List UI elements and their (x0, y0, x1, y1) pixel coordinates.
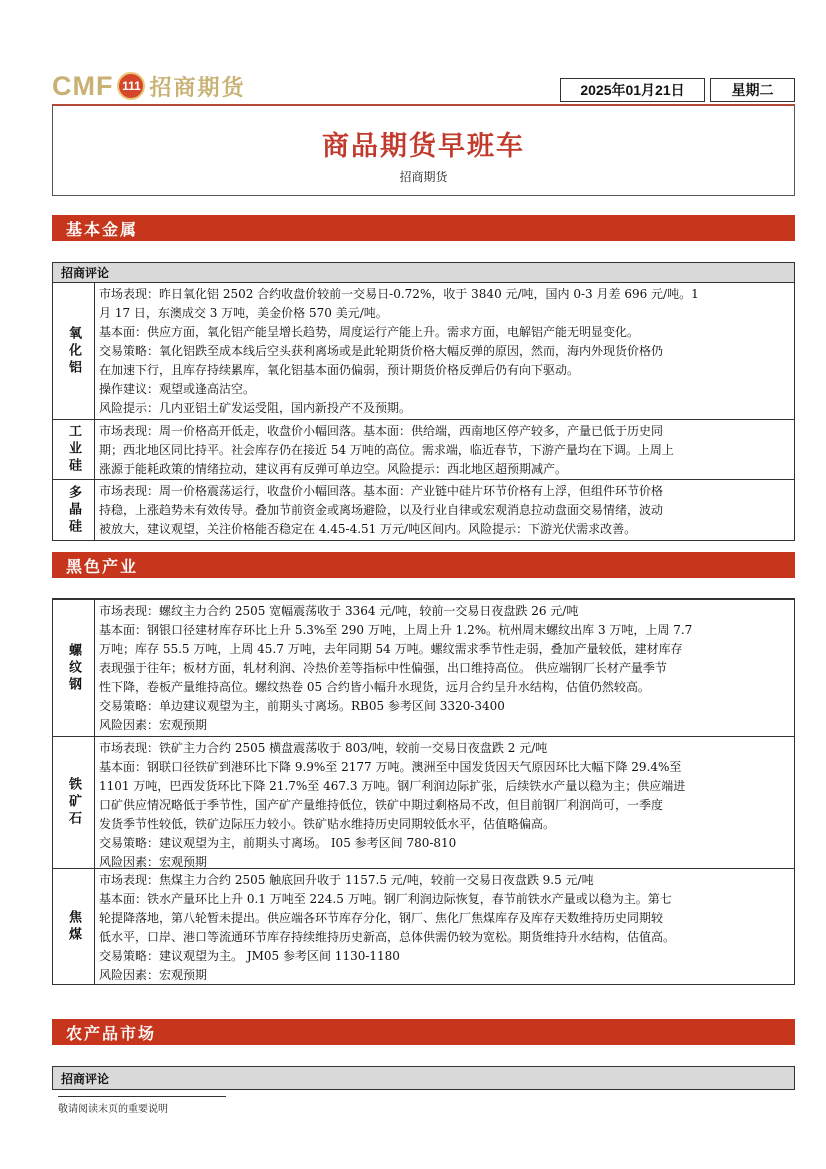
row-category: 螺纹钢 (53, 600, 95, 736)
content-line: 交易策略：建议观望为主，前期头寸离场。 I05 参考区间 780-810 (99, 836, 457, 850)
footer-divider (58, 1096, 226, 1097)
content-line: 基本面：钢银口径建材库存环比上升 5.3%至 290 万吨，上周上升 1.2%。杭州周末螺纹出库 3 万吨，上周 7.7 (99, 623, 693, 637)
row-content (95, 420, 794, 479)
content-line: 表现强于往年；板材方面，轧材利润、冷热价差等指标中性偏强，出口维持高位。 供应端钢厂长材产量季节 (99, 661, 667, 675)
agri-table (52, 1066, 795, 1090)
table-row (53, 600, 794, 737)
content-line: 交易策略：建议观望为主。 JM05 参考区间 1130-1180 (99, 949, 400, 963)
content-line: 基本面：铁水产量环比上升 0.1 万吨至 224.5 万吨。钢厂利润边际恢复，春节前铁水产量或以稳为主。第七 (99, 892, 672, 906)
section-header-agri: 农产品市场 (52, 1019, 795, 1045)
report-date: 2025年01月21日 (560, 78, 705, 102)
content-line: 市场表现：焦煤主力合约 2505 触底回升收于 1157.5 元/吨，较前一交易日夜盘跌 9.5 元/吨 (99, 873, 594, 887)
report-weekday: 星期二 (710, 78, 795, 102)
content-line: 风险因素：宏观预期 (99, 968, 208, 982)
row-category: 氧化铝 (53, 283, 95, 419)
row-category: 铁矿石 (53, 737, 95, 868)
content-line: 市场表现：昨日氧化铝 2502 合约收盘价较前一交易日-0.72%，收于 3840 元/吨，国内 0-3 月差 696 元/吨。1 (99, 287, 699, 301)
table-row (53, 869, 794, 984)
row-category: 工业硅 (53, 420, 95, 479)
content-line: 市场表现：铁矿主力合约 2505 横盘震荡收于 803/吨，较前一交易日夜盘跌 2 元/吨 (99, 741, 548, 755)
content-line: 发货季节性较低，铁矿边际压力较小。铁矿贴水维持历史同期较低水平，估值略偏高。 (99, 817, 556, 831)
content-line: 基本面：钢联口径铁矿到港环比下降 9.9%至 2177 万吨。澳洲至中国发货因天气原因环比大幅下降 29.4%至 (99, 760, 682, 774)
table-row (53, 737, 794, 869)
content-line: 涨源于能耗政策的情绪拉动，建议再有反弹可单边空。风险提示：西北地区超预期减产。 (99, 462, 568, 476)
content-line: 市场表现：周一价格震荡运行，收盘价小幅回落。基本面：产业链中硅片环节价格有上浮，但组件环节价格 (99, 484, 664, 498)
row-content (95, 480, 794, 540)
section-header-black: 黑色产业 (52, 552, 795, 578)
content-line: 期；西北地区同比持平。社会库存仍在接近 54 万吨的高位。需求端，临近春节，下游产量均在下调。上周上 (99, 443, 674, 457)
content-line: 操作建议：观望或逢高沽空。 (99, 382, 256, 396)
table-row (53, 420, 794, 480)
metals-table-header: 招商评论 (53, 263, 794, 283)
content-line: 口矿供应情况略低于季节性，国产矿产量维持低位，铁矿中期过剩格局不改，但目前钢厂利润尚可，一季度 (99, 798, 664, 812)
content-line: 万吨；库存 55.5 万吨，上周 45.7 万吨，去年同期 54 万吨。螺纹需求季节性走弱，叠加产量较低，建材库存 (99, 642, 683, 656)
logo-cmf-text: CMF (52, 70, 114, 101)
content-line: 交易策略：氧化铝跌至成本线后空头获利离场或是此轮期货价格大幅反弹的原因，然而，海内外现货价格仍 (99, 344, 664, 358)
content-line: 性下降，卷板产量维持高位。螺纹热卷 05 合约皆小幅升水现货，远月合约呈升水结构，估值仍然较高。 (99, 680, 650, 694)
content-line: 风险因素：宏观预期 (99, 855, 208, 869)
content-line: 风险提示：几内亚铝土矿发运受阻，国内新投产不及预期。 (99, 401, 412, 415)
content-line: 月 17 日，东澳成交 3 万吨，美金价格 570 美元/吨。 (99, 306, 388, 320)
row-category: 焦煤 (53, 869, 95, 984)
row-content (95, 283, 794, 419)
content-line: 市场表现：螺纹主力合约 2505 宽幅震荡收于 3364 元/吨，较前一交易日夜盘跌 26 元/吨 (99, 604, 579, 618)
content-line: 轮提降落地，第八轮暂未提出。供应端各环节库存分化，钢厂、焦化厂焦煤库存及库存天数维持历史同期较 (99, 911, 664, 925)
content-line: 基本面：供应方面，氧化铝产能呈增长趋势，周度运行产能上升。需求方面，电解铝产能无明显变化。 (99, 325, 640, 339)
table-row (53, 283, 794, 420)
row-content (95, 737, 794, 868)
page-title: 商品期货早班车 (322, 131, 525, 162)
section-header-metals: 基本金属 (52, 215, 795, 241)
content-line: 风险因素：宏观预期 (99, 718, 208, 732)
content-line: 在加速下行，且库存持续累库，氧化铝基本面仍偏弱，预计期货价格反弹后仍有向下驱动。 (99, 363, 580, 377)
row-content (95, 869, 794, 984)
content-line: 低水平，口岸、港口等流通环节库存持续维持历史新高，总体供需仍较为宽松。期货维持升水结构，估值高。 (99, 930, 676, 944)
company-logo (52, 68, 246, 104)
table-row (53, 480, 794, 540)
logo-badge-icon: 111 (117, 72, 145, 100)
content-line: 被放大，建议观望，关注价格能否稳定在 4.45-4.51 万元/吨区间内。风险提示：下游光伏需求改善。 (99, 522, 637, 536)
agri-table-header: 招商评论 (53, 1067, 794, 1089)
black-table (52, 598, 795, 985)
title-box (52, 104, 795, 196)
content-line: 交易策略：单边建议观望为主，前期头寸离场。RB05 参考区间 3320-3400 (99, 699, 505, 713)
row-category: 多晶硅 (53, 480, 95, 540)
logo-company-name: 招商期货 (149, 75, 246, 101)
content-line: 1101 万吨，巴西发货环比下降 21.7%至 467.3 万吨。钢厂利润边际扩张，后续铁水产量以稳为主；供应端进 (99, 779, 686, 793)
footer-note: 敬请阅读末页的重要说明 (58, 1104, 168, 1115)
page-subtitle: 招商期货 (399, 170, 448, 184)
content-line: 市场表现：周一价格高开低走，收盘价小幅回落。基本面：供给端，西南地区停产较多，产量已低于历史同 (99, 424, 664, 438)
content-line: 持稳，上涨趋势未有效传导。叠加节前资金或离场避险，以及行业自律或宏观消息拉动盘面交易情绪，波动 (99, 503, 664, 517)
row-content (95, 600, 794, 736)
metals-table (52, 262, 795, 541)
